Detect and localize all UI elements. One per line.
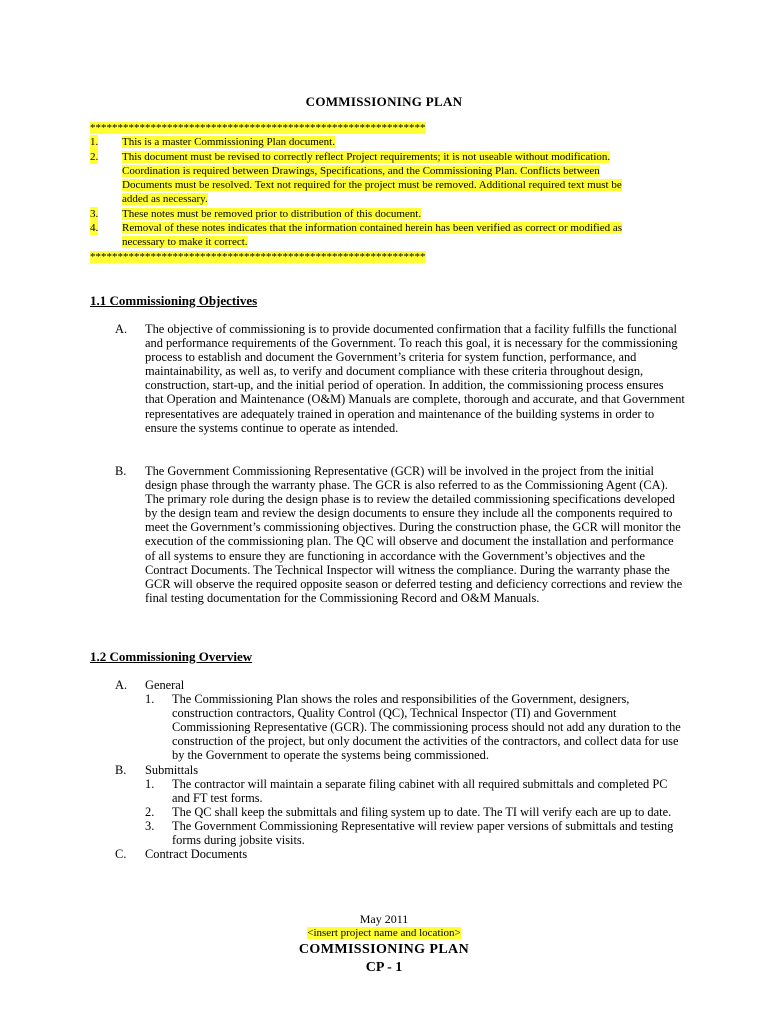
item-letter: C. — [115, 847, 127, 862]
sub-item — [115, 777, 685, 805]
note-item — [90, 221, 650, 250]
footer-date: May 2011 — [359, 912, 409, 926]
editor-notes — [90, 121, 650, 264]
note-text: Removal of these notes indicates that the information contained herein has been verified as correct or modified as necessary to make it correct. — [122, 222, 623, 249]
sub-item-number: 2. — [145, 804, 155, 819]
note-text: These notes must be removed prior to distribution of this document. — [122, 207, 422, 220]
item-letter: B. — [115, 762, 127, 777]
item-label: Submittals — [145, 762, 199, 777]
document-title: COMMISSIONING PLAN — [305, 94, 463, 109]
sub-item — [115, 805, 685, 819]
paragraph-letter: B. — [115, 464, 127, 478]
section-heading-objectives: 1.1 Commissioning Objectives — [90, 293, 258, 308]
note-item — [90, 135, 650, 149]
note-number: 1. — [90, 136, 99, 149]
page-number: CP - 1 — [365, 960, 403, 975]
section-heading-overview: 1.2 Commissioning Overview — [90, 649, 253, 664]
sub-item-text: The Commissioning Plan shows the roles and responsibilities of the Government, designers, construction contractors, Quality Control (QC), Technical Inspector (TI) and Government Commissioning Representative (GCR). The commissioning process should not add any duration to the construction of the project, but only document the activities of the contractors, and collect data for use by the Government to operate the systems being commissioned. — [172, 692, 681, 763]
note-number: 4. — [90, 222, 99, 235]
paragraph-letter: A. — [115, 322, 128, 336]
sub-item-number: 1. — [145, 692, 155, 707]
list-item — [115, 763, 685, 777]
footer-title: COMMISSIONING PLAN — [298, 942, 470, 957]
sub-item — [115, 819, 685, 847]
sub-item-text: The Government Commissioning Representative will review paper versions of submittals and testing forms during jobsite visits. — [172, 818, 674, 848]
note-number: 3. — [90, 207, 99, 220]
sub-item-number: 3. — [145, 818, 155, 833]
item-label: General — [145, 678, 185, 692]
sub-item-text: The QC shall keep the submittals and filing system up to date. The TI will verify each are up to date. — [172, 804, 672, 819]
footer-project-placeholder — [0, 927, 768, 939]
note-number: 2. — [90, 150, 99, 163]
item-letter: A. — [115, 678, 128, 692]
item-label: Contract Documents — [145, 847, 248, 862]
paragraph-text: The objective of commissioning is to provide documented confirmation that a facility fulfills the functional and performance requirements of the Government. To reach this goal, it is necessary for the commissioning process to establish and document the Government’s criteria for system function, performance, and maintainability, as well as, to verify and document compliance with these criteria throughout design, construction, start-up, and the initial period of operation. In addition, the commissioning process ensures that Operation and Maintenance (O&M) Manuals are complete, thorough and accurate, and that Government representatives are adequately trained in operation and maintenance of the building systems in order to ensure the systems continue to operate as intended. — [145, 322, 685, 435]
paragraph-b — [115, 464, 685, 605]
sub-item-number: 1. — [145, 776, 155, 791]
sub-item — [115, 692, 685, 762]
paragraph-a — [115, 322, 685, 435]
sub-item-text: The contractor will maintain a separate filing cabinet with all required submittals and completed PC and FT test forms. — [172, 776, 668, 805]
notes-top-stars: ************************************************************* — [90, 122, 426, 134]
note-text: This is a master Commissioning Plan document. — [122, 136, 335, 149]
project-placeholder-text: <insert project name and location> — [307, 927, 461, 939]
notes-bottom-stars: ************************************************************* — [90, 250, 426, 263]
note-text: This document must be revised to correctly reflect Project requirements; it is not useable without modification. Coordination is required between Drawings, Specifications, and the Commissioning Plan. Conflicts between Documents must be resolved. Text not required for the project must be removed. Additional required text must be added as necessary. — [122, 150, 622, 206]
list-item — [115, 847, 685, 861]
list-item — [115, 678, 685, 692]
paragraph-text: The Government Commissioning Representative (GCR) will be involved in the project from the initial design phase through the warranty phase. The GCR is also referred to as the Commissioning Agent (CA). The primary role during the design phase is to review the detailed commissioning specifications developed by the design team and review the design documents to ensure they include all the components required to meet the Government’s commissioning objectives. During the construction phase, the GCR will monitor the execution of the commissioning plan. The QC will observe and document the installation and performance of all systems to ensure they are functioning in accordance with the Government’s objectives and the Contract Documents. The Technical Inspector will witness the compliance. During the warranty phase the GCR will observe the required opposite season or deferred testing and deficiency corrections and review the final testing documentation for the Commissioning Record and O&M Manuals. — [145, 464, 683, 605]
overview-list — [115, 678, 685, 861]
note-item — [90, 207, 650, 221]
note-item — [90, 150, 650, 207]
